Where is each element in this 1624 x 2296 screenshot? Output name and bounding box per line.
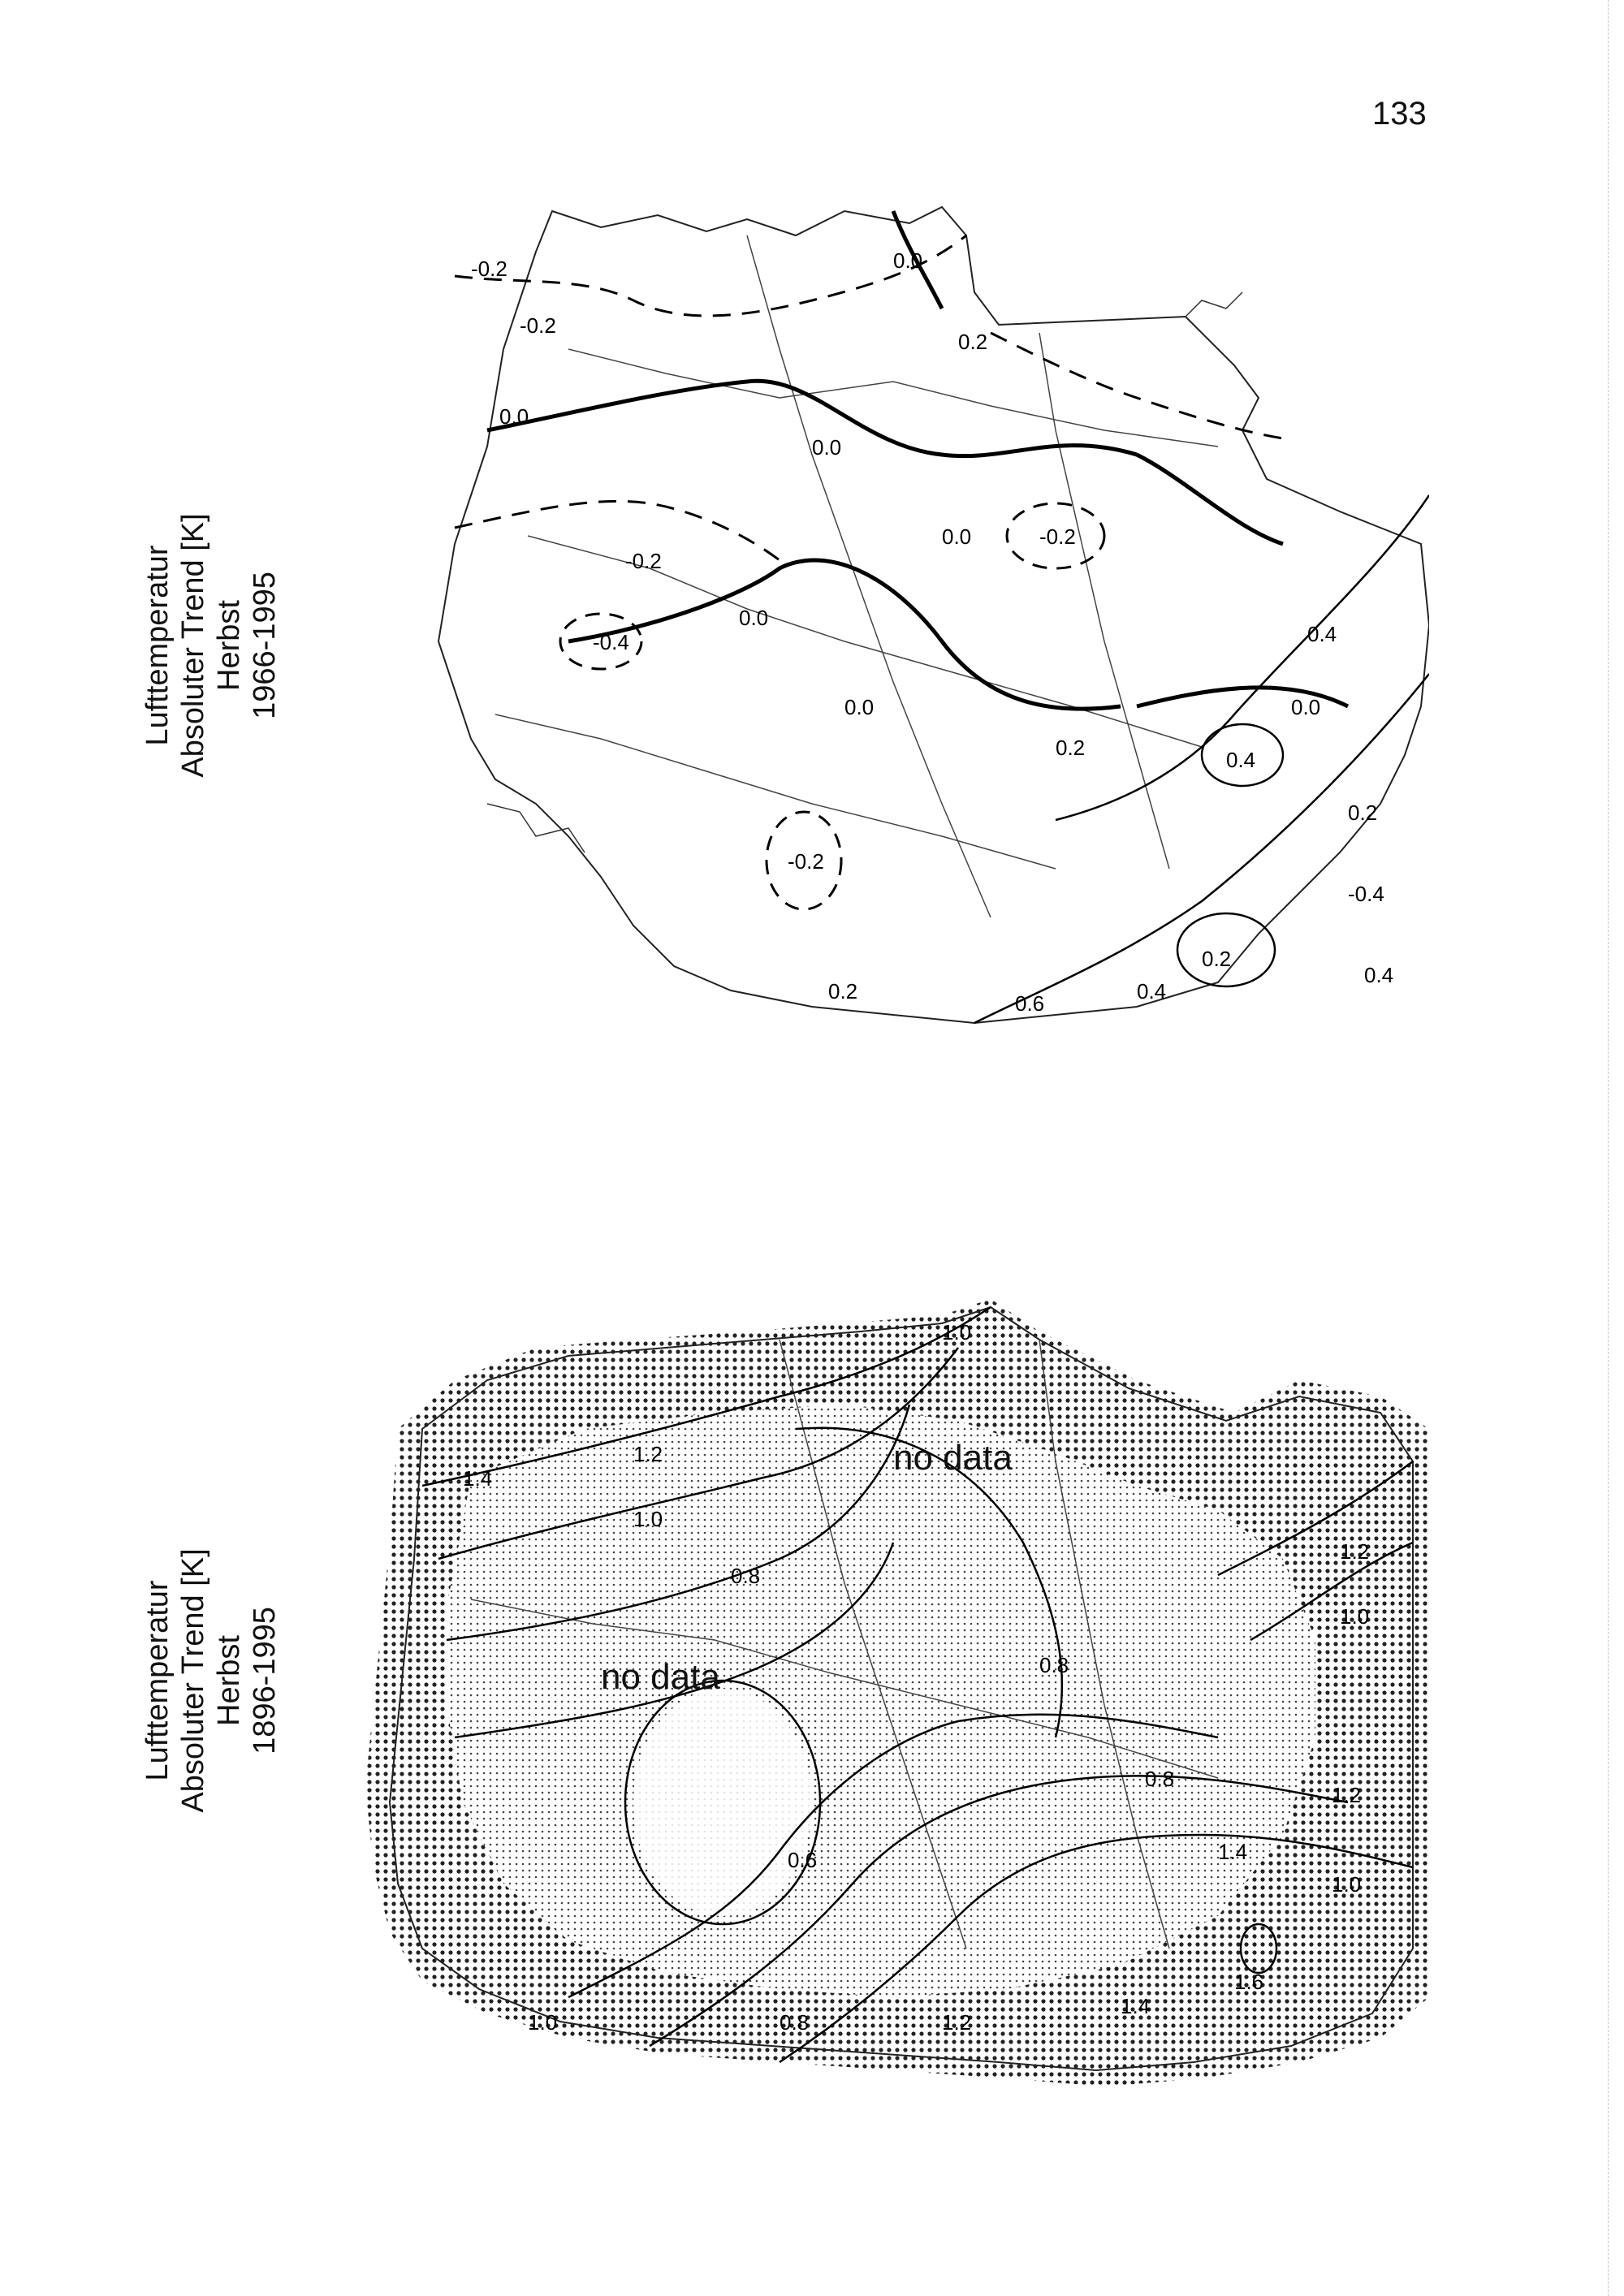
map-title-1896-1995 [130,1218,292,2143]
contour-line-negative [455,235,966,316]
title-line-unit: Absoluter Trend [K] [176,1548,210,1813]
contour-label: 0.0 [893,248,923,273]
contour-line-negative [991,333,1283,438]
contour-label: 0.8 [780,2010,810,2035]
contour-label: 0.4 [1226,748,1256,772]
title-line-season: Herbst [212,1635,246,1726]
no-data-label: no data [601,1657,720,1697]
interior-boundary [1039,333,1169,869]
contour-label: 0.0 [844,695,875,719]
map-title-1966-1995 [130,187,292,1104]
contour-label: 1.4 [463,1466,493,1491]
contour-label: -0.2 [625,549,662,573]
coastline-detail [1186,292,1242,317]
contour-label: 0.0 [942,524,972,549]
contour-label: 0.6 [1015,991,1045,1016]
contour-label: -0.2 [520,313,556,338]
map-panel-1896-1995 [0,1218,1624,2143]
title-line-parameter: Lufttemperatur [140,1580,175,1781]
contour-label: 1.0 [1340,1604,1370,1629]
contour-label: 0.2 [958,330,988,354]
contour-label: 0.6 [788,1848,818,1872]
contour-label: 1.4 [1218,1840,1248,1864]
contour-label: 0.0 [1291,695,1321,719]
contour-label: 0.4 [1307,622,1337,646]
contour-line-negative [455,501,780,560]
contour-label: 1.2 [633,1442,663,1466]
contour-label: 0.0 [739,606,769,630]
contour-label: 1.6 [1234,1970,1264,1994]
coastline-detail [487,804,585,852]
contour-label: -0.2 [471,257,508,281]
contour-line-zero [568,560,1121,709]
contour-label: 1.2 [1332,1783,1362,1807]
title-line-period: 1896-1995 [248,1607,282,1754]
contour-label: 1.0 [528,2010,558,2035]
low-trend-area [633,1689,812,1916]
contour-label: 0.0 [812,435,842,460]
page-number: 133 [1372,96,1427,132]
contour-label: 0.2 [1056,736,1086,760]
contour-label: -0.2 [788,849,824,874]
contour-label: 0.4 [1364,963,1394,987]
title-line-parameter: Lufttemperatur [140,545,175,746]
contour-label: 0.8 [1039,1653,1069,1677]
no-data-label: no data [893,1438,1013,1478]
title-line-unit: Absoluter Trend [K] [176,513,210,778]
isoline-map-1896-1995 [325,1218,1429,2143]
contour-label: 0.8 [731,1564,761,1588]
contour-label: 0.2 [1348,801,1378,825]
title-line-season: Herbst [212,600,246,691]
isoline-map-1966-1995 [325,187,1429,1104]
map-panel-1966-1995 [0,187,1624,1104]
contour-label: -0.4 [1348,882,1384,906]
contour-label: 0.0 [499,404,529,429]
title-line-period: 1966-1995 [248,572,282,719]
contour-label: 1.0 [942,1320,972,1344]
contour-label: -0.4 [593,630,629,654]
contour-label: 1.0 [1332,1872,1362,1897]
contour-label: 1.2 [942,2010,972,2035]
contour-label: 1.4 [1121,1994,1151,2018]
contour-label: 1.2 [1340,1539,1370,1564]
contour-label: 1.0 [633,1507,663,1531]
contour-label: 0.2 [828,979,858,1003]
contour-label: 0.8 [1145,1767,1175,1791]
interior-boundary [568,349,1218,447]
contour-label: 0.2 [1202,947,1232,971]
contour-label: 0.4 [1137,979,1167,1003]
contour-label: -0.2 [1039,524,1076,549]
